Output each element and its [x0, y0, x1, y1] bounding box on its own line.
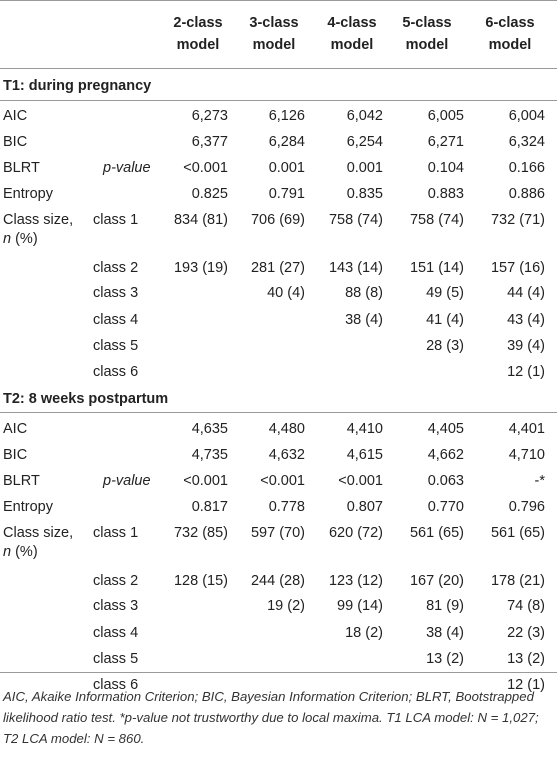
table-cell-value: 12 (1)	[507, 364, 545, 380]
row-label: AIC	[3, 108, 28, 124]
table-cell-value: 6,005	[427, 108, 464, 124]
section-title: T2: 8 weeks postpartum	[3, 391, 169, 407]
table-cell-value: 88 (8)	[345, 285, 383, 301]
section-rule	[0, 412, 557, 413]
percent-label: (%)	[11, 544, 38, 560]
n-symbol: n	[3, 544, 12, 560]
table-cell-value: 39 (4)	[507, 338, 545, 354]
section-rule	[0, 100, 557, 101]
section-title: T1: during pregnancy	[3, 78, 152, 94]
table-cell-value: 0.770	[427, 499, 464, 515]
table-cell-value: 0.835	[346, 186, 383, 202]
table-cell-value: 0.778	[268, 499, 305, 515]
header-rule	[0, 68, 557, 69]
table-cell-value: 4,662	[427, 447, 464, 463]
table-cell-value: 6,126	[268, 108, 305, 124]
table-cell-value: <0.001	[183, 473, 228, 489]
table-cell-value: 38 (4)	[426, 625, 464, 641]
row-label: BLRT	[3, 473, 40, 489]
table-cell-value: 178 (21)	[490, 573, 545, 589]
table-cell-value: <0.001	[183, 160, 228, 176]
row-label: BIC	[3, 134, 28, 150]
class-label: class 1	[93, 212, 139, 228]
class-label: class 3	[93, 598, 139, 614]
table-cell-value: 12 (1)	[507, 677, 545, 693]
table-cell-value: 706 (69)	[250, 212, 305, 228]
column-header-line: model	[252, 37, 296, 53]
p-value-label: p-value	[103, 160, 151, 176]
table-cell-value: 620 (72)	[328, 525, 383, 541]
table-cell-value: 0.796	[508, 499, 545, 515]
table-cell-value: 28 (3)	[426, 338, 464, 354]
table-cell-value: 0.886	[508, 186, 545, 202]
table-cell-value: 6,377	[191, 134, 228, 150]
column-header	[472, 12, 548, 56]
table-cell-value: 128 (15)	[173, 573, 228, 589]
table-cell-value: 123 (12)	[328, 573, 383, 589]
table-cell-value: 0.883	[427, 186, 464, 202]
table-cell-value: 597 (70)	[250, 525, 305, 541]
n-symbol: n	[3, 231, 12, 247]
table-cell-value: 4,635	[191, 421, 228, 437]
table-cell-value: 19 (2)	[267, 598, 305, 614]
class-label: class 3	[93, 285, 139, 301]
table-cell-value: 143 (14)	[328, 260, 383, 276]
table-cell-value: 6,284	[268, 134, 305, 150]
row-label-cont	[3, 543, 38, 561]
table-bottom-rule-hidden	[0, 672, 557, 673]
table-cell-value: 561 (65)	[409, 525, 464, 541]
column-header-line: model	[176, 37, 220, 53]
table-cell-value: 0.166	[508, 160, 545, 176]
class-label: class 6	[93, 677, 139, 693]
table-cell-value: 0.791	[268, 186, 305, 202]
table-cell-value: 281 (27)	[250, 260, 305, 276]
table-cell-value: 0.001	[268, 160, 305, 176]
table-cell-value: 157 (16)	[490, 260, 545, 276]
class-label: class 4	[93, 312, 139, 328]
class-label: class 6	[93, 364, 139, 380]
table-cell-value: 4,401	[508, 421, 545, 437]
table-cell-value: 4,480	[268, 421, 305, 437]
table-footnote: AIC, Akaike Information Criterion; BIC, Bayesian Information Criterion; BLRT, Bootstrapped likelihood ratio test. *p-value not trustworthy due to local maxima. T1 LCA model: N = 1,027; T2 LCA model: N = 860.	[3, 689, 539, 746]
table-cell-value: <0.001	[338, 473, 383, 489]
table-cell-value: 6,271	[427, 134, 464, 150]
table-cell-value: 6,042	[346, 108, 383, 124]
column-header-line: 2-class	[173, 15, 223, 31]
table-top-rule	[0, 0, 557, 1]
table-cell-value: 6,254	[346, 134, 383, 150]
table-cell-value: 834 (81)	[173, 212, 228, 228]
table-cell-value: 0.825	[191, 186, 228, 202]
table-cell-value: -*	[534, 473, 545, 489]
table-cell-value: 4,632	[268, 447, 305, 463]
table-cell-value: 74 (8)	[507, 598, 545, 614]
table-cell-value: 99 (14)	[337, 598, 383, 614]
table-cell-value: 22 (3)	[507, 625, 545, 641]
row-label: Entropy	[3, 499, 53, 515]
row-label: BIC	[3, 447, 28, 463]
table-cell-value: 732 (71)	[490, 212, 545, 228]
p-value-label: p-value	[103, 473, 151, 489]
table-cell-value: 43 (4)	[507, 312, 545, 328]
class-label: class 1	[93, 525, 139, 541]
class-label: class 2	[93, 573, 139, 589]
table-cell-value: 561 (65)	[490, 525, 545, 541]
table-cell-value: 49 (5)	[426, 285, 464, 301]
table-cell-value: 18 (2)	[345, 625, 383, 641]
table-cell-value: 758 (74)	[409, 212, 464, 228]
table-cell-value: 732 (85)	[173, 525, 228, 541]
table-cell-value: 40 (4)	[267, 285, 305, 301]
table-cell-value: <0.001	[260, 473, 305, 489]
table-cell-value: 167 (20)	[409, 573, 464, 589]
row-label: Entropy	[3, 186, 53, 202]
table-cell-value: 13 (2)	[507, 651, 545, 667]
class-label: class 5	[93, 651, 139, 667]
column-header	[160, 12, 236, 56]
column-header-line: 5-class	[402, 15, 452, 31]
table-cell-value: 41 (4)	[426, 312, 464, 328]
table-cell-value: 6,004	[508, 108, 545, 124]
table-cell-value: 13 (2)	[426, 651, 464, 667]
table-cell-value: 44 (4)	[507, 285, 545, 301]
row-label: Class size,	[3, 212, 74, 228]
column-header	[236, 12, 312, 56]
table-cell-value: 244 (28)	[250, 573, 305, 589]
column-header-line: 4-class	[327, 15, 377, 31]
row-label: AIC	[3, 421, 28, 437]
table-cell-value: 193 (19)	[173, 260, 228, 276]
percent-label: (%)	[11, 231, 38, 247]
column-header-line: model	[330, 37, 374, 53]
table-cell-value: 0.807	[346, 499, 383, 515]
row-label: Class size,	[3, 525, 74, 541]
table-cell-value: 0.104	[427, 160, 464, 176]
column-header-line: 6-class	[485, 15, 535, 31]
column-header-line: 3-class	[249, 15, 299, 31]
row-label: BLRT	[3, 160, 40, 176]
class-label: class 5	[93, 338, 139, 354]
row-label-cont	[3, 230, 38, 248]
table-cell-value: 6,273	[191, 108, 228, 124]
table-cell-value: 151 (14)	[409, 260, 464, 276]
class-label: class 2	[93, 260, 139, 276]
table-cell-value: 4,710	[508, 447, 545, 463]
table-cell-value: 0.817	[191, 499, 228, 515]
table-cell-value: 758 (74)	[328, 212, 383, 228]
column-header	[314, 12, 390, 56]
table-cell-value: 81 (9)	[426, 598, 464, 614]
table-cell-value: 38 (4)	[345, 312, 383, 328]
table-cell-value: 6,324	[508, 134, 545, 150]
column-header	[389, 12, 465, 56]
column-header-line: model	[488, 37, 532, 53]
table-cell-value: 4,735	[191, 447, 228, 463]
table-cell-value: 4,410	[346, 421, 383, 437]
table-cell-value: 0.001	[346, 160, 383, 176]
table-cell-value: 4,405	[427, 421, 464, 437]
column-header-line: model	[405, 37, 449, 53]
table-cell-value: 0.063	[427, 473, 464, 489]
class-label: class 4	[93, 625, 139, 641]
table-cell-value: 4,615	[346, 447, 383, 463]
